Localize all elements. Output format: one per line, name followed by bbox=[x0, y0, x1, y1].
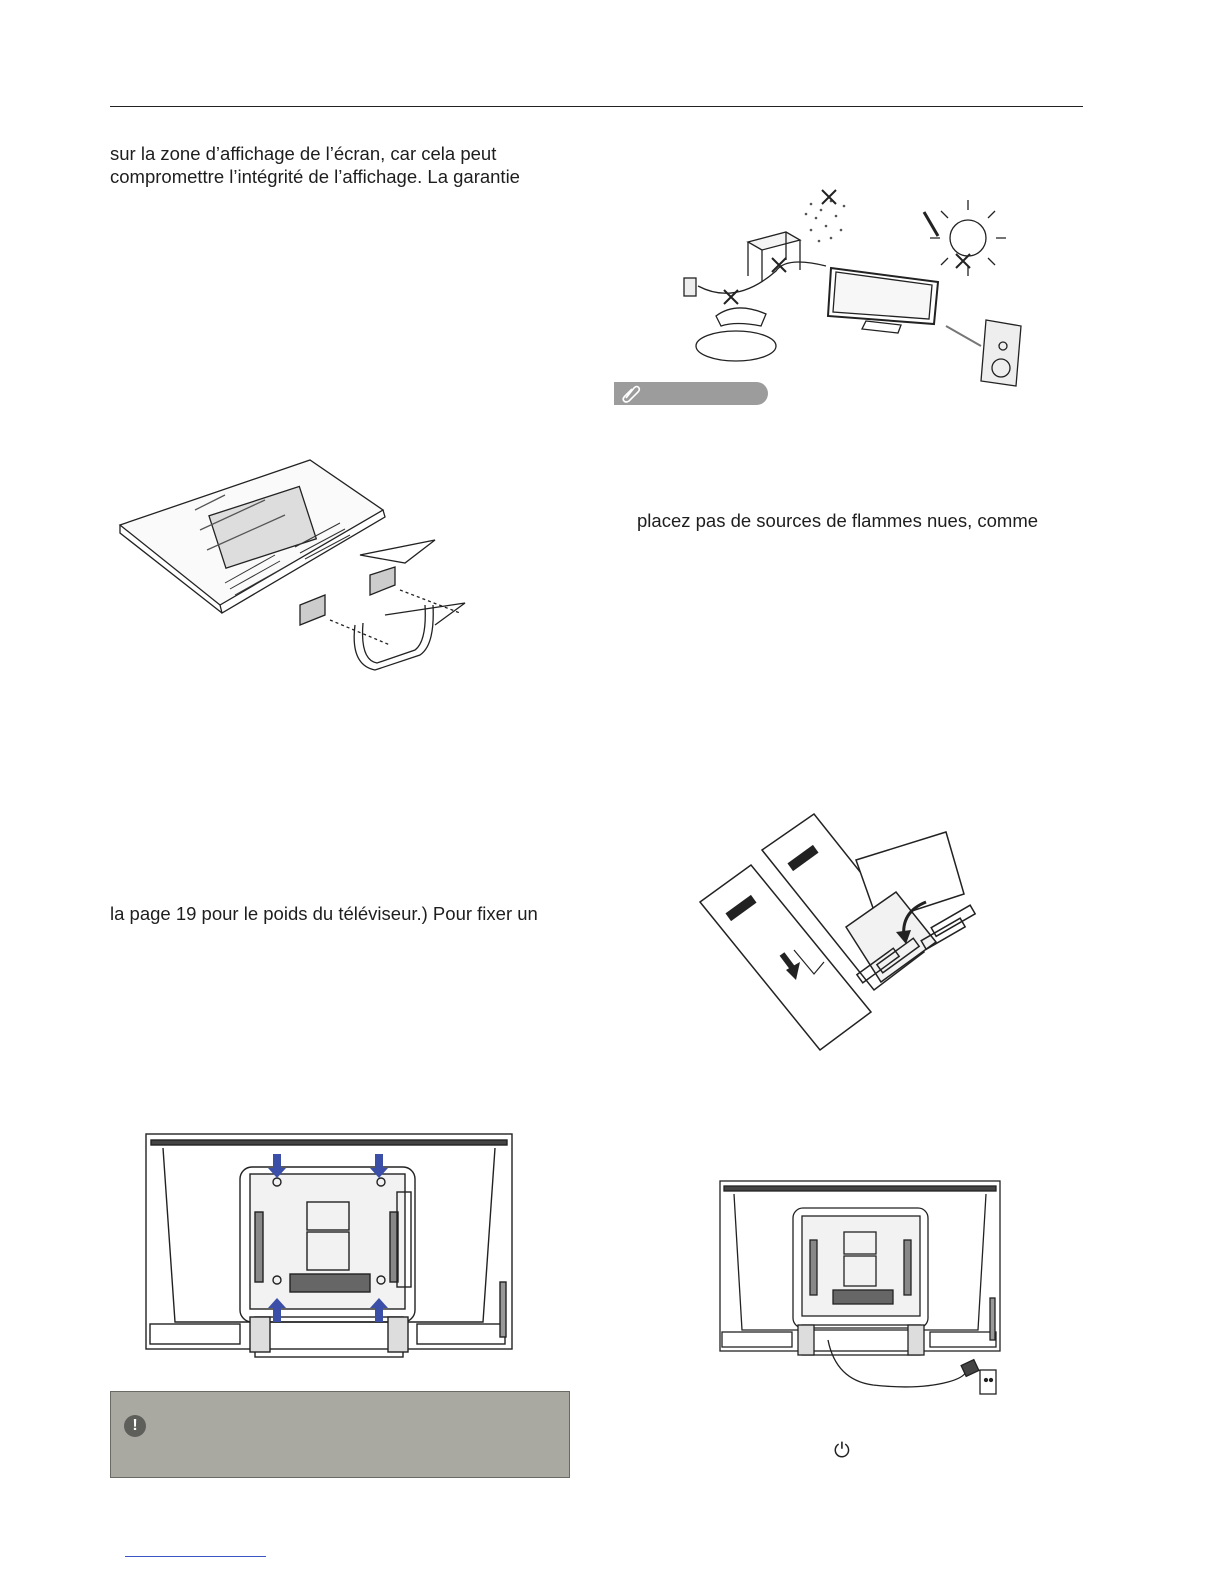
paragraph-line-1: sur la zone d’affichage de l’écran, car cela peut bbox=[110, 143, 497, 164]
power-icon: ⏻ bbox=[834, 1440, 850, 1462]
paragraph-line-2: compromettre l’intégrité de l’affichage. La garantie bbox=[110, 166, 520, 187]
exclamation-icon: ! bbox=[124, 1415, 146, 1437]
safety-precautions-figure bbox=[676, 186, 1036, 396]
battery-installation-figure bbox=[696, 812, 986, 1054]
footer-link-underline[interactable] bbox=[125, 1556, 266, 1557]
header-rule bbox=[110, 106, 1083, 107]
paperclip-icon bbox=[620, 384, 642, 404]
tv-rear-mounting-figure bbox=[145, 1132, 513, 1364]
paragraph-line-weight: la page 19 pour le poids du téléviseur.) Pour fixer un bbox=[110, 903, 538, 924]
paragraph-line-flames: placez pas de sources de flammes nues, comme bbox=[637, 510, 1039, 531]
stand-assembly-figure bbox=[115, 455, 475, 685]
warning-box bbox=[110, 1391, 570, 1478]
tv-power-connection-figure bbox=[718, 1180, 1004, 1395]
